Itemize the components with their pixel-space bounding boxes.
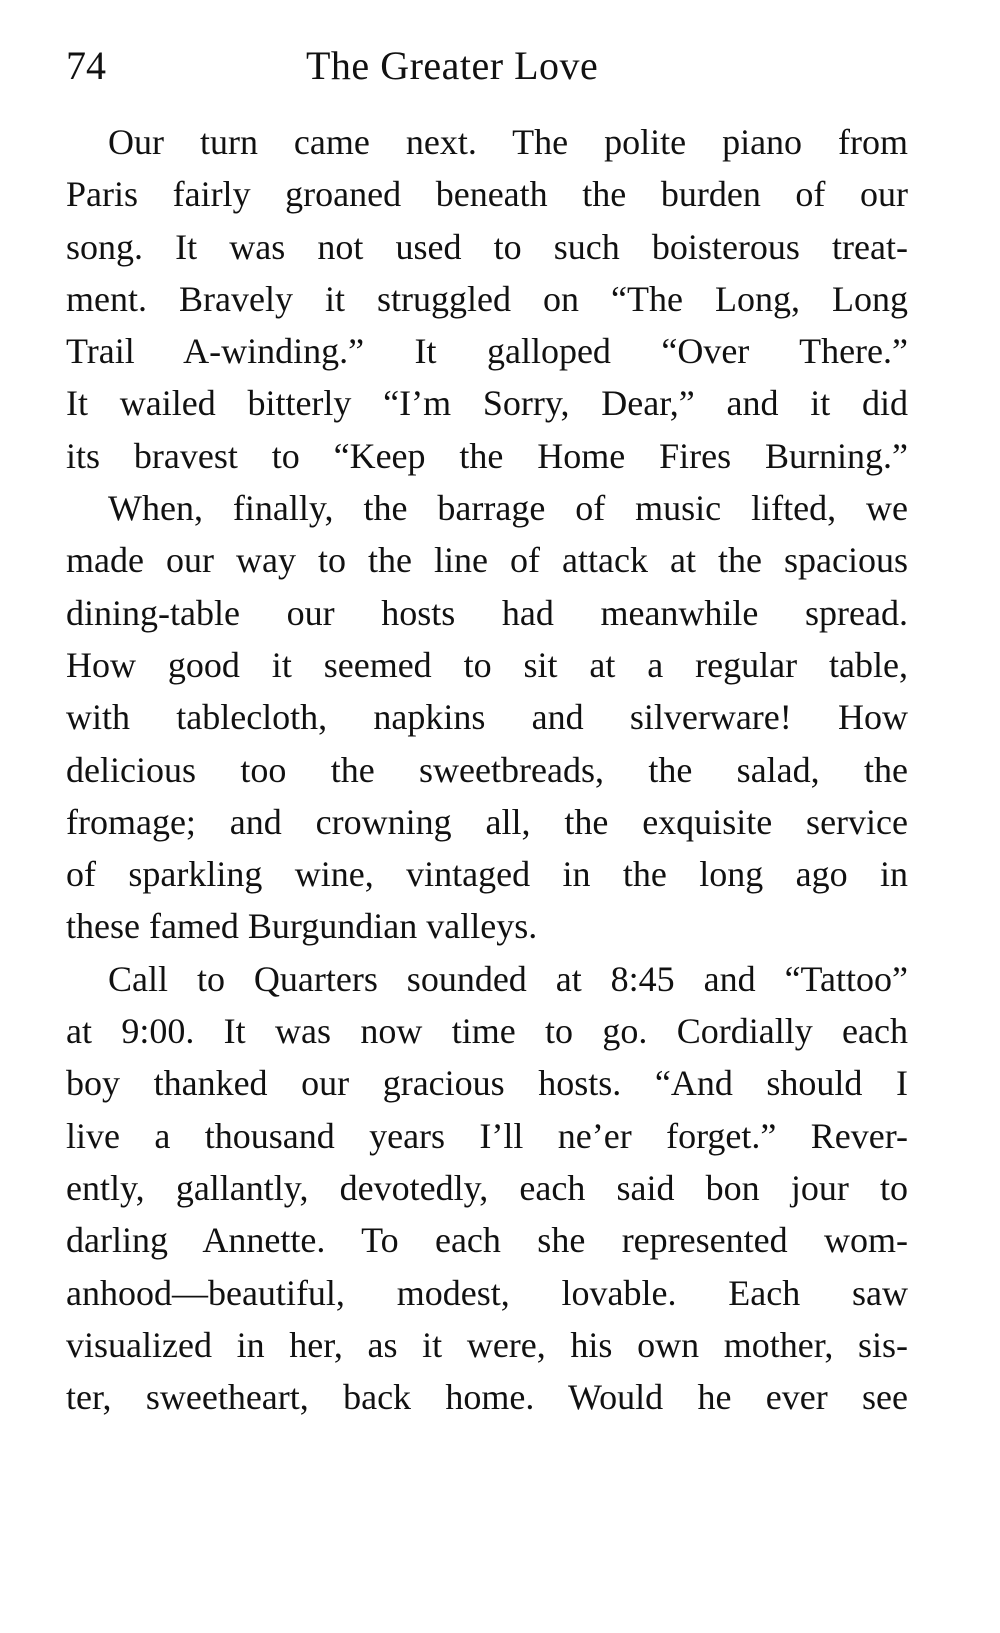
text-line: with tablecloth, napkins and silverware! How: [66, 697, 908, 738]
text-line: live a thousand years I’ll ne’er forget.” Rever-: [66, 1115, 908, 1156]
running-head: [66, 36, 908, 106]
text-line: visualized in her, as it were, his own mother, sis-: [66, 1324, 908, 1365]
book-page: [66, 36, 908, 1423]
text-line: darling Annette. To each she represented wom-: [66, 1220, 908, 1261]
text-line: ently, gallantly, devotedly, each said bon jour to: [66, 1167, 908, 1208]
text-line: made our way to the line of attack at the spacious: [66, 540, 908, 581]
body-text: [66, 116, 908, 1423]
page-number: 74: [66, 43, 106, 88]
paragraph-1: [66, 116, 908, 482]
text-line: ter, sweetheart, back home. Would he ever see: [66, 1377, 908, 1418]
text-line: How good it seemed to sit at a regular table,: [66, 644, 908, 685]
text-line: ment. Bravely it struggled on “The Long, Long: [66, 278, 908, 319]
text-line: When, finally, the barrage of music lifted, we: [108, 488, 908, 529]
text-line: anhood—beautiful, modest, lovable. Each saw: [66, 1272, 908, 1313]
text-line: its bravest to “Keep the Home Fires Burning.”: [66, 435, 908, 476]
text-line: dining-table our hosts had meanwhile spread.: [66, 592, 908, 633]
text-line: song. It was not used to such boisterous treat-: [66, 226, 908, 267]
text-line: delicious too the sweetbreads, the salad, the: [66, 749, 908, 790]
text-line: Paris fairly groaned beneath the burden of our: [66, 174, 908, 215]
text-line: of sparkling wine, vintaged in the long ago in: [66, 854, 908, 895]
text-line: Call to Quarters sounded at 8:45 and “Tattoo”: [108, 958, 908, 999]
text-line: at 9:00. It was now time to go. Cordially each: [66, 1011, 908, 1052]
text-line: Trail A-winding.” It galloped “Over There.”: [66, 331, 908, 372]
text-line: fromage; and crowning all, the exquisite service: [66, 801, 908, 842]
text-line: It wailed bitterly “I’m Sorry, Dear,” and it did: [66, 383, 908, 424]
paragraph-2: [66, 482, 908, 953]
text-line: boy thanked our gracious hosts. “And should I: [66, 1063, 908, 1104]
text-line: Our turn came next. The polite piano from: [108, 122, 908, 162]
text-line: these famed Burgundian valleys.: [66, 906, 538, 947]
paragraph-3: [66, 953, 908, 1424]
running-title: The Greater Love: [306, 43, 599, 88]
